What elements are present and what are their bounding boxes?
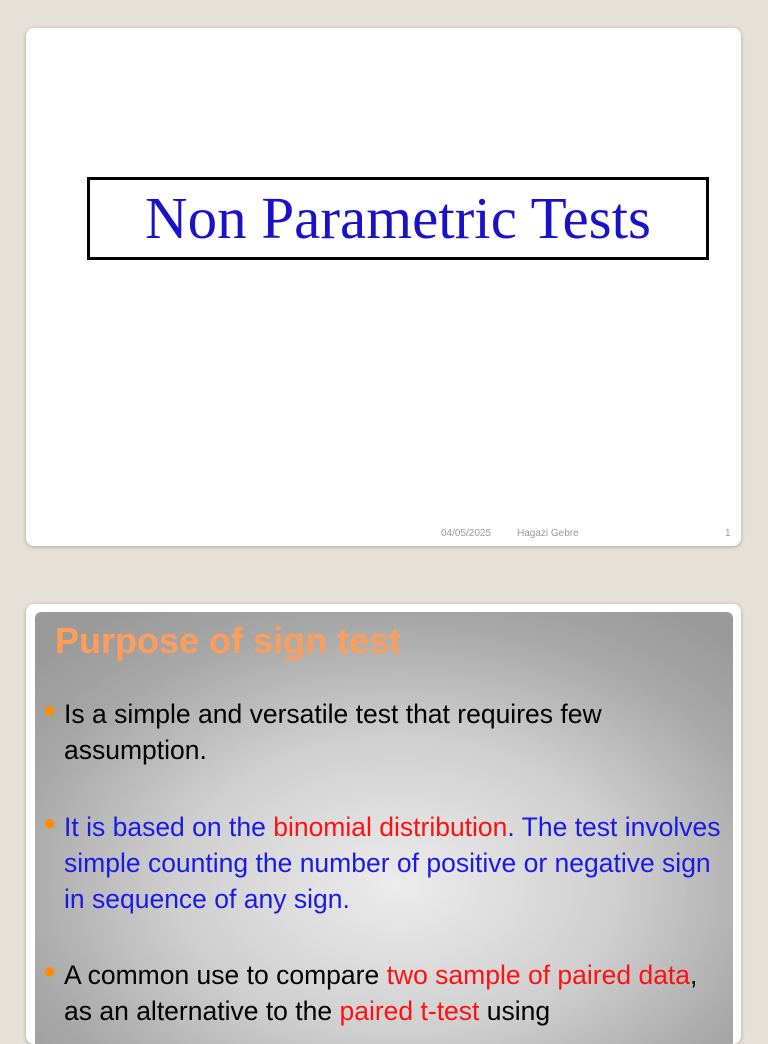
- bullet-item: [43, 809, 728, 917]
- bullet-item: [43, 957, 728, 1029]
- slide-2[interactable]: [26, 604, 741, 1044]
- bullet-text: [43, 809, 728, 917]
- footer-author: Hagazi Gebre: [517, 528, 579, 539]
- bullet-text-black: A common use to compare: [64, 960, 387, 990]
- footer-date: 04/05/2025: [441, 528, 492, 539]
- bullet-dot-icon: ●: [43, 697, 57, 722]
- slide-1[interactable]: [26, 28, 741, 546]
- bullet-text-black: , as an alternative to the: [64, 960, 698, 1026]
- bullet-text-red: binomial distribution: [273, 812, 508, 842]
- bullet-text-red: paired t-test: [339, 996, 480, 1026]
- bullet-item: [43, 696, 728, 768]
- slide-number: 1: [725, 528, 731, 539]
- bullet-dot-icon: ●: [43, 958, 57, 983]
- title-box: [87, 177, 709, 260]
- bullet-dot-icon: ●: [43, 810, 57, 835]
- bullet-text: [43, 957, 728, 1029]
- content-panel: [35, 612, 733, 1044]
- bullet-text-blue: It is based on the: [64, 812, 274, 842]
- bullet-text: Is a simple and versatile test that requires few assumption.: [64, 699, 602, 765]
- slide-heading: Purpose of sign test: [55, 620, 402, 661]
- slide-title: Non Parametric Tests: [145, 185, 651, 251]
- bullet-text-blue: . The test involves simple counting the number of positive or negative sign in sequence of any sign.: [64, 812, 721, 914]
- bullet-text-black: using: [479, 996, 551, 1026]
- bullet-text-red: two sample of paired data: [386, 960, 691, 990]
